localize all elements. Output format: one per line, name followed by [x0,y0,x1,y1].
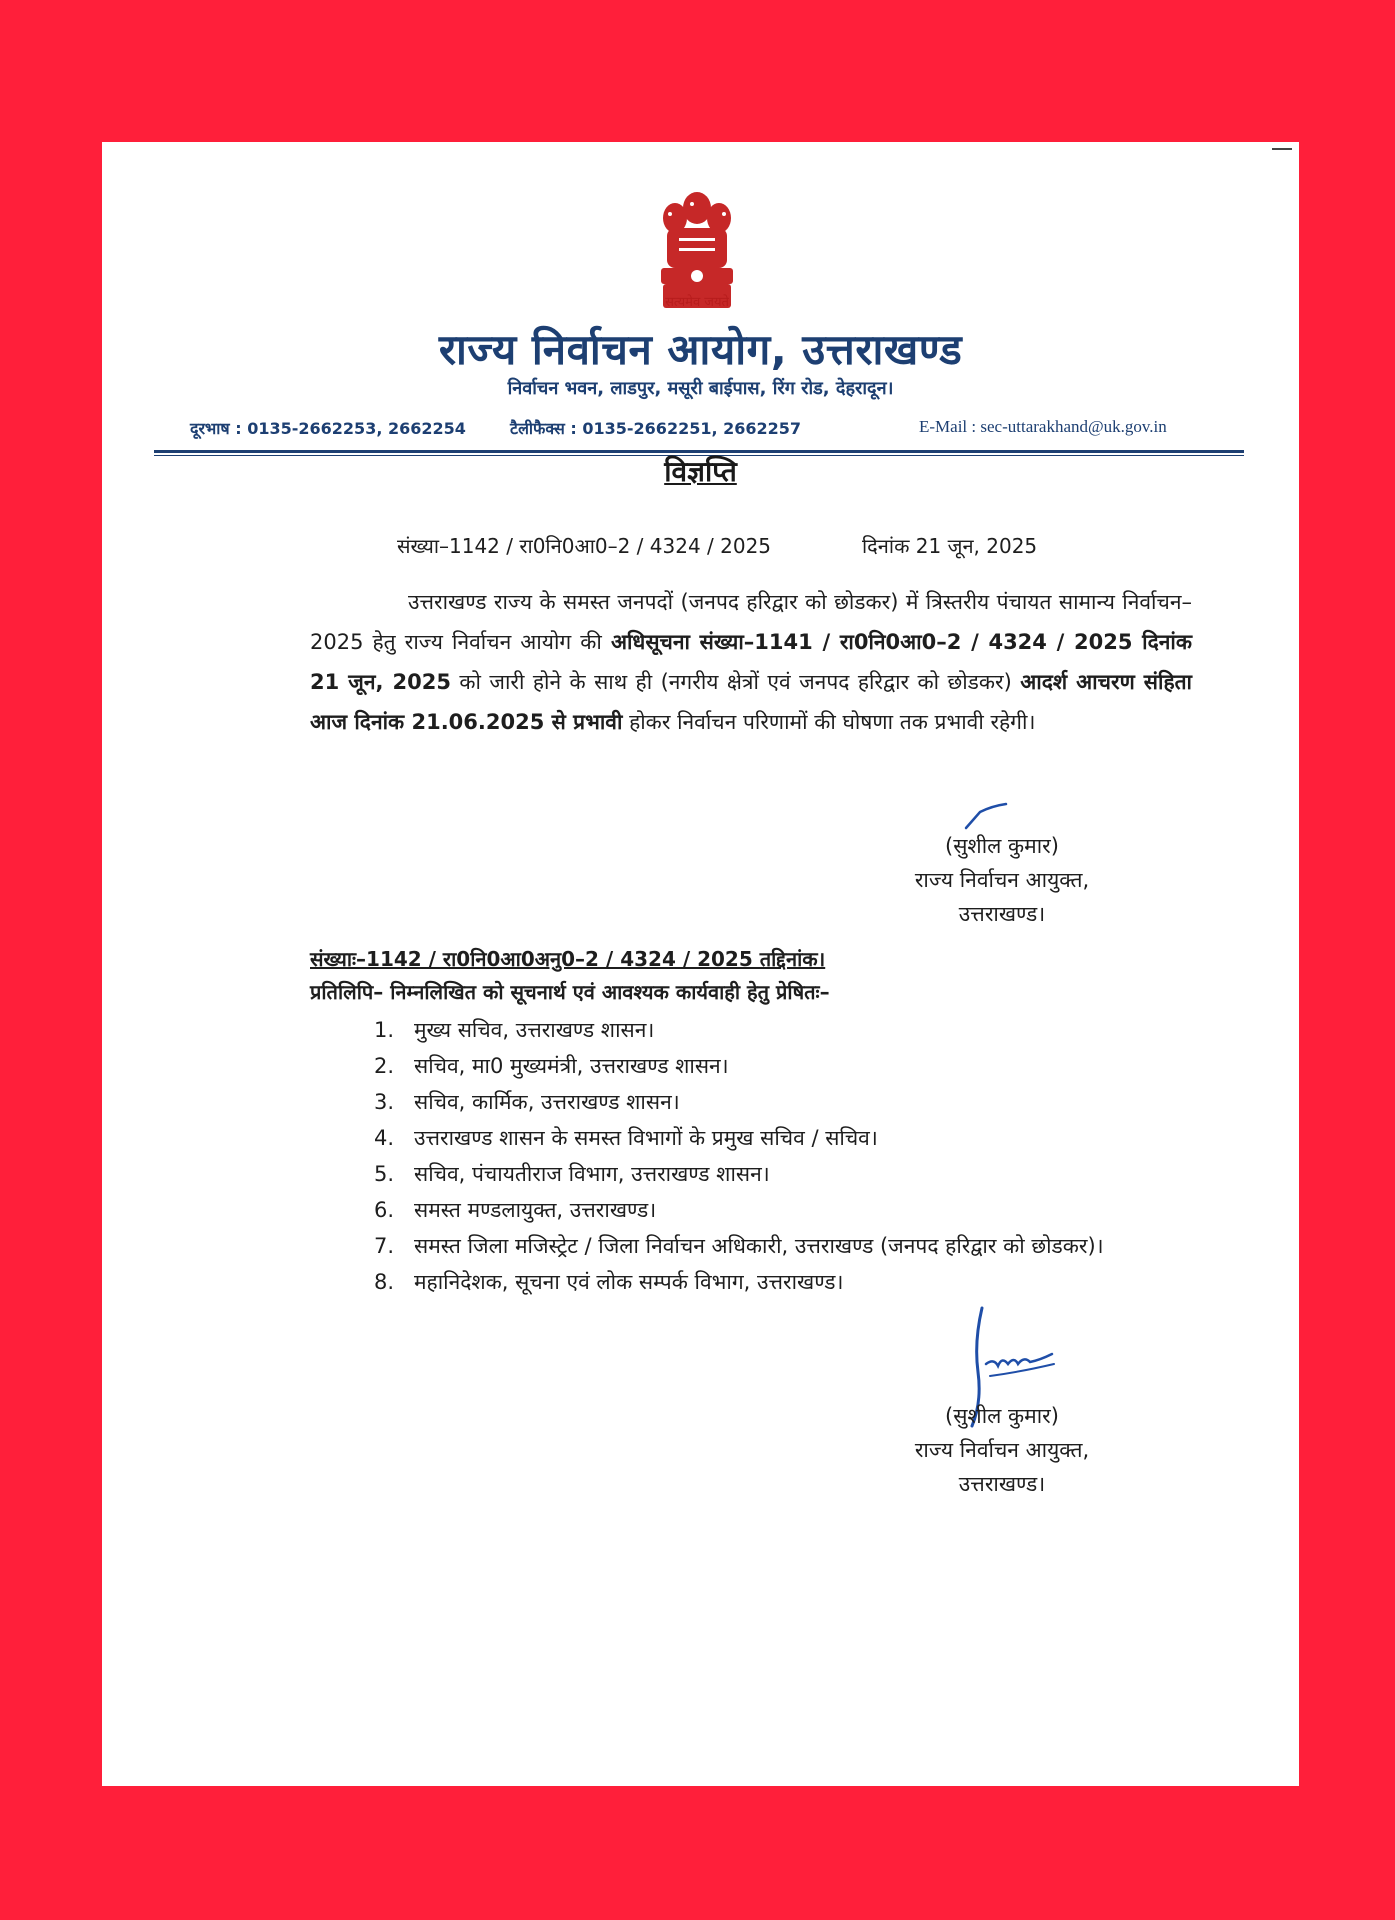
body-code-of-conduct: आदर्श आचरण संहिता आज दिनांक 21.06.2025 से प्रभावी [310,670,1193,734]
signatory-state: उत्तराखण्ड। [958,1472,1046,1496]
reference-number: संख्या–1142 / रा0नि0आ0–2 / 4324 / 2025 [397,534,772,558]
signature-block-2 [862,1399,1142,1501]
copy-intro: प्रतिलिपि– निम्नलिखित को सूचनार्थ एवं आवश्यक कार्यवाही हेतु प्रेषितः– [310,980,830,1004]
signatory-designation: राज्य निर्वाचन आयुक्त, [914,868,1090,892]
body-text-2: को जारी होने के साथ ही (नगरीय क्षेत्रों एवं जनपद हरिद्वार को छोडकर) [451,670,1021,694]
list-item: 1. मुख्य सचिव, उत्तराखण्ड शासन। [374,1018,655,1042]
signatory-name: (सुशील कुमार) [945,834,1059,858]
signature-tick-1 [962,802,1012,832]
recipient-list [374,1012,1204,1300]
notice-body [310,582,1192,742]
notice-document [102,142,1299,1786]
organization-name: राज्य निर्वाचन आयोग, उत्तराखण्ड [438,325,963,374]
body-text-3: होकर निर्वाचन परिणामों की घोषणा तक प्रभावी रहेगी। [622,710,1036,734]
notice-heading: विज्ञप्ति [664,455,737,488]
list-item: 4. उत्तराखण्ड शासन के समस्त विभागों के प्रमुख सचिव / सचिव। [374,1126,878,1150]
list-item: 6. समस्त मण्डलायुक्त, उत्तराखण्ड। [374,1198,657,1222]
signatory-state: उत्तराखण्ड। [958,902,1046,926]
list-item: 2. सचिव, मा0 मुख्यमंत्री, उत्तराखण्ड शासन। [374,1054,729,1078]
signatory-designation: राज्य निर्वाचन आयुक्त, [914,1438,1090,1462]
notice-date: दिनांक 21 जून, 2025 [862,534,1038,558]
signature-block-1 [862,829,1142,931]
signatory-name: (सुशील कुमार) [945,1404,1059,1428]
phone-numbers: दूरभाष : 0135-2662253, 2662254 [190,419,466,438]
list-item: 3. सचिव, कार्मिक, उत्तराखण्ड शासन। [374,1090,680,1114]
list-item: 5. सचिव, पंचायतीराज विभाग, उत्तराखण्ड शासन। [374,1162,770,1186]
list-item: 7. समस्त जिला मजिस्ट्रेट / जिला निर्वाचन अधिकारी, उत्तराखण्ड (जनपद हरिद्वार को छोडकर)। [374,1234,1104,1258]
email-address: E-Mail : sec-uttarakhand@uk.gov.in [919,417,1167,436]
page-mark [1272,148,1292,150]
list-item: 8. महानिदेशक, सूचना एवं लोक सम्पर्क विभाग, उत्तराखण्ड। [374,1270,844,1294]
telefax-numbers: टैलीफैक्स : 0135-2662251, 2662257 [510,419,802,438]
copy-reference: संख्याः–1142 / रा0नि0आ0अनु0–2 / 4324 / 2025 तद्दिनांक। [310,947,826,971]
body-text-1: उत्तराखण्ड राज्य के समस्त जनपदों (जनपद हरिद्वार को छोडकर) में त्रिस्तरीय पंचायत सामान्य निर्वाचन–2025 हेतु राज्य निर्वाचन आयोग की [310,590,1192,654]
motto-text: सत्यमेव जयते [665,295,729,310]
organization-address: निर्वाचन भवन, लाडपुर, मसूरी बाईपास, रिंग रोड, देहरादून। [507,378,894,399]
body-notification-ref: अधिसूचना संख्या–1141 / रा0नि0आ0–2 / 4324 / 2025 दिनांक 21 जून, 2025 [310,630,1192,694]
state-emblem-icon [637,184,757,334]
